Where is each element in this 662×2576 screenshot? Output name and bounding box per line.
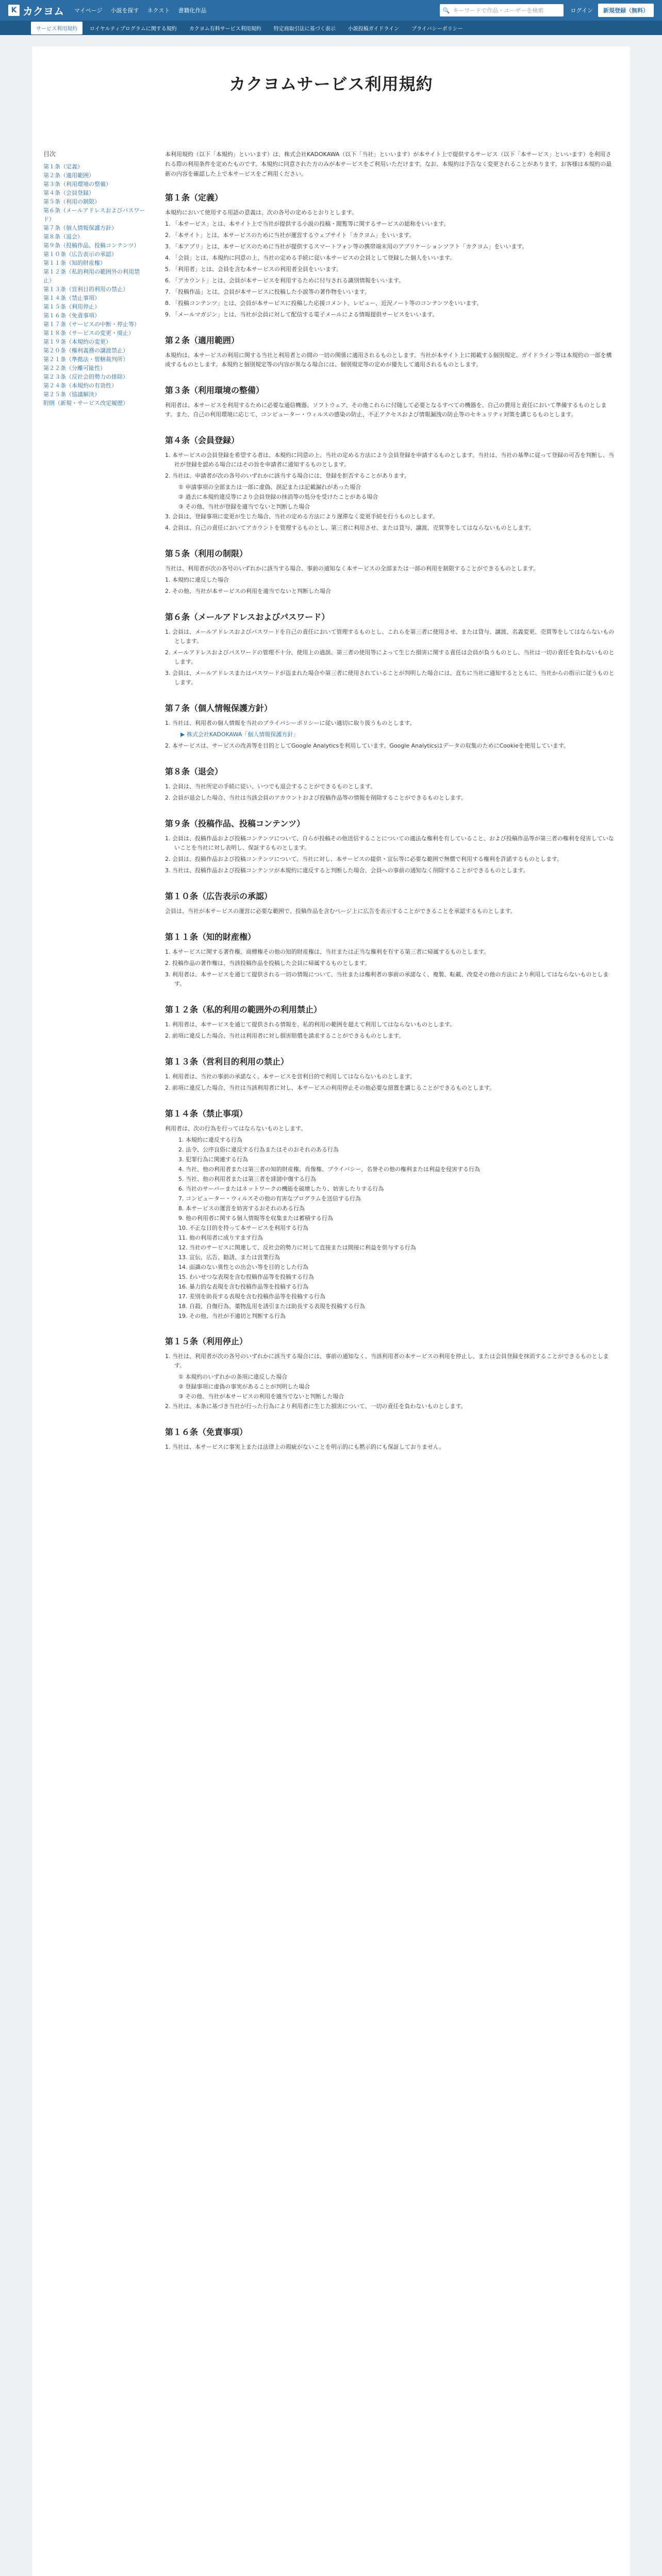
article-subitem: ② 過去に本規約違反等により会員登録の抹消等の処分を受けたことがある場合: [178, 494, 378, 500]
nav-link[interactable]: 小説を探す: [110, 7, 139, 14]
article-item: 3. 会員は、登録事項に変更が生じた場合、当社の定める方法により遅滞なく変更手続を行うものとします。: [165, 513, 439, 520]
article-title: 第８条（退会）: [165, 767, 223, 776]
header-actions: [571, 4, 654, 17]
article-section: [165, 890, 617, 916]
toc-item[interactable]: 第１４条（禁止事項）: [43, 295, 100, 301]
article-section: [165, 1055, 617, 1093]
article-subitem: 14. 面識のない異性との出会い等を目的とした行為: [178, 1264, 308, 1270]
article-section: [165, 817, 617, 875]
article-item: 2. 「本サイト」とは、本サービスのために当社が運営するウェブサイト「カクヨム」をいいます。: [165, 232, 415, 239]
article-item: 3. 「本アプリ」とは、本サービスのために当社が提供するスマートフォン等の携帯端末用のアプリケーションソフト「カクヨム」をいいます。: [165, 243, 528, 250]
main-content: [32, 46, 630, 2576]
article-subitem: 7. コンピューター・ウィルスその他の有害なプログラムを送信する行為: [178, 1195, 361, 1202]
article-item: 1. 当社は、利用者の個人情報を当社のプライバシーポリシーに従い適切に取り扱うものとします。: [165, 720, 416, 726]
article-item: 1. 当社は、利用者が次の各号のいずれかに該当する場合には、事前の通知なく、当該利用者の本サービスの利用を停止し、または会員登録を抹消することができるものとします。: [165, 1353, 609, 1369]
terms-body: [165, 149, 617, 1466]
article-section: [165, 191, 617, 319]
toc-item[interactable]: 第３条（利用環境の整備）: [43, 181, 111, 188]
article-subitem: 2. 法令、公序良俗に違反する行為またはそのおそれのある行為: [178, 1146, 339, 1153]
article-subitem: 15. わいせつな表現を含む投稿作品等を投稿する行為: [178, 1274, 314, 1280]
article-item: 3. 会員は、メールアドレスまたはパスワードが盗まれた場合や第三者に使用されていることが判明した場合には、直ちに当社に通知するとともに、当社からの指示に従うものとします。: [165, 670, 615, 686]
article-paragraph: 本規約において使用する用語の意義は、次の各号の定めるとおりとします。: [165, 209, 358, 216]
login-link[interactable]: ログイン: [570, 7, 593, 14]
toc-item[interactable]: 第１３条（営利目的利用の禁止）: [43, 286, 128, 293]
toc-item[interactable]: 第２３条（反社会的勢力の排除）: [43, 374, 128, 380]
toc-item[interactable]: 第１０条（広告表示の承認）: [43, 251, 117, 258]
policy-subnav: [0, 21, 662, 35]
toc-item[interactable]: 第２１条（準拠法・管轄裁判所）: [43, 356, 128, 363]
article-item: 1. 利用者は、本サービスを通じて提供される情報を、私的利用の範囲を超えて利用してはならないものとします。: [165, 1021, 456, 1028]
article-subitem: ① 本規約のいずれかの条項に違反した場合: [178, 1374, 288, 1380]
article-subitem: 19. その他、当社が不適切と判断する行為: [178, 1313, 286, 1319]
article-subitem: 3. 犯罪行為に関連する行為: [178, 1156, 248, 1163]
article-item: 8. 「投稿コンテンツ」とは、会員が本サービスに投稿した応援コメント、レビュー、近況ノート等のコンテンツをいいます。: [165, 300, 483, 307]
article-subitem: 18. 自殺、自傷行為、薬物乱用を誘引または助長する表現を投稿する行為: [178, 1303, 365, 1310]
article-subitem: 11. 他の利用者に成りすます行為: [178, 1234, 263, 1241]
subnav-tab[interactable]: ロイヤルティプログラムに関する規約: [90, 26, 177, 32]
article-item: 1. 本サービスに関する著作権、商標権その他の知的財産権は、当社または正当な権利を有する第三者に帰属するものとします。: [165, 948, 490, 955]
article-subitem: ③ その他、当社が本サービスの利用を適当でないと判断した場合: [178, 1393, 344, 1400]
article-section: [165, 384, 617, 419]
article-item: 1. 本規約に違反した場合: [165, 577, 229, 583]
article-section: [165, 1426, 617, 1452]
toc-item[interactable]: 第１９条（本規約の変更）: [43, 338, 111, 345]
article-title: 第１条（定義）: [165, 193, 223, 202]
article-item: 2. 本サービスは、サービスの改善等を目的としてGoogle Analyticsを利用しています。Google Analyticsはデータの収集のためにCookieを使用しています。: [165, 742, 570, 749]
article-section: [165, 434, 617, 533]
article-item: 3. 当社は、投稿作品および投稿コンテンツが本規約に違反すると判断した場合、会員への事前の通知なく削除することができるものとします。: [165, 867, 529, 874]
article-subitem: 13. 宣伝、広告、勧誘、または営業行為: [178, 1254, 280, 1261]
article-title: 第７条（個人情報保護方針）: [165, 703, 273, 713]
article-subitem: ① 申請事項の全部または一部に虚偽、誤記または記載漏れがあった場合: [178, 484, 361, 490]
article-title: 第３条（利用環境の整備）: [165, 385, 264, 395]
toc-item[interactable]: 第２５条（協議解決）: [43, 391, 100, 398]
article-title: 第１５条（利用停止）: [165, 1336, 248, 1346]
article-paragraph: 会員は、当社が本サービスの運営に必要な範囲で、投稿作品を含むページ上に広告を表示することができることを承認するものとします。: [165, 908, 516, 914]
toc-item[interactable]: 第１６条（免責事項）: [43, 312, 100, 319]
article-item: 2. 当社は、本条に基づき当社が行った行為により利用者に生じた損害について、一切の責任を負わないものとします。: [165, 1403, 467, 1410]
article-subitem: 9. 他の利用者に関する個人情報等を収集または蓄積する行為: [178, 1215, 333, 1222]
toc-list: [43, 162, 146, 408]
article-item: 1. 会員は、メールアドレスおよびパスワードを自己の責任において管理するものとし、これらを第三者に使用させ、または貸与、譲渡、名義変更、売買等をしてはならないものとします。: [165, 629, 615, 645]
article-item: 2. メールアドレスおよびパスワードの管理不十分、使用上の過誤、第三者の使用等によって生じた損害に関する責任は会員が負うものとし、当社は一切の責任を負わないものとします。: [165, 649, 615, 665]
article-item: 1. 利用者は、当社の事前の承諾なく、本サービスを営利目的で利用してはならないものとします。: [165, 1073, 416, 1080]
subnav-tab[interactable]: プライバシーポリシー: [411, 26, 463, 32]
toc-item[interactable]: 第１７条（サービスの中断・停止等）: [43, 321, 140, 328]
toc-item[interactable]: 第１５条（利用停止）: [43, 303, 100, 310]
toc-item[interactable]: 第８条（退会）: [43, 233, 83, 240]
article-subitem: 5. 当社、他の利用者または第三者を誹謗中傷する行為: [178, 1176, 316, 1182]
nav-link[interactable]: 書籍化作品: [178, 7, 207, 14]
nav-link[interactable]: マイページ: [74, 7, 103, 14]
article-title: 第１６条（免責事項）: [165, 1427, 248, 1437]
article-section: [165, 1335, 617, 1411]
article-paragraph: 利用者は、本サービスを利用するために必要な通信機器、ソフトウェア、その他これらに付随して必要となるすべての機器を、自己の費用と責任において準備するものとします。また、自己の利用環境に応じて、コンピューター・ウィルスの感染の防止、不正アクセスおよび情報漏洩の防止等のセキュリティ対策を講じるものとします。: [165, 402, 607, 418]
table-of-contents: [43, 149, 146, 408]
article-item: 1. 会員は、当社所定の手続に従い、いつでも退会することができるものとします。: [165, 783, 376, 790]
article-section: [165, 611, 617, 687]
article-title: 第１１条（知的財産権）: [165, 932, 256, 942]
article-item: 2. 前項に違反した場合、当社は当該利用者に対し、本サービスの利用停止その他必要な措置を講じることができるものとします。: [165, 1084, 495, 1091]
article-item: 7. 「投稿作品」とは、会員が本サービスに投稿した小説等の著作物をいいます。: [165, 289, 371, 295]
article-section: [165, 547, 617, 596]
article-item: 2. 前項に違反した場合、当社は利用者に対し損害賠償を請求することができるものとします。: [165, 1032, 405, 1039]
subnav-tab[interactable]: 小説投稿ガイドライン: [347, 26, 400, 32]
site-logo[interactable]: K カクヨム: [8, 3, 64, 18]
article-item: 2. その他、当社が本サービスの利用を適当でないと判断した場合: [165, 588, 331, 595]
toc-item[interactable]: 第１８条（サービスの変更・廃止）: [43, 330, 134, 336]
toc-item[interactable]: 第２０条（権利義務の譲渡禁止）: [43, 347, 128, 354]
article-subitem: ③ その他、当社が登録を適当でないと判断した場合: [178, 503, 310, 510]
article-item: 2. 投稿作品の著作権は、当該投稿作品を投稿した会員に帰属するものとします。: [165, 960, 371, 967]
article-subitem: ② 登録事項に虚偽の事実があることが判明した場合: [178, 1383, 310, 1390]
article-paragraph: 本規約は、本サービスの利用に関する当社と利用者との間の一切の関係に適用されるものとします。当社が本サイト上に掲載する個別規定、ガイドライン等は本規約の一部を構成するものとします。本規約と個別規定等の内容が異なる場合には、個別規定等の定めが優先して適用されるものとします。: [165, 352, 612, 368]
article-subitem: 4. 当社、他の利用者または第三者の知的財産権、肖像権、プライバシー、名誉その他の権利または利益を侵害する行為: [178, 1166, 480, 1173]
article-subitem: 1. 本規約に違反する行為: [178, 1137, 242, 1143]
toc-item[interactable]: 第５条（利用の制限）: [43, 198, 100, 205]
toc-item[interactable]: 第２２条（分離可能性）: [43, 365, 106, 371]
subnav-tab[interactable]: サービス利用規約: [31, 22, 82, 35]
article-subitem: 8. 本サービスの運営を妨害するおそれのある行為: [178, 1205, 305, 1212]
article-item: 1. 本サービスの会員登録を希望する者は、本規約に同意の上、当社の定める方法により会員登録を申請するものとします。当社は、当社の基準に従って登録の可否を判断し、当社が登録を認める場合にはその旨を申請者に通知するものとします。: [165, 452, 615, 468]
toc-item[interactable]: 附則（新規・サービス改定履歴）: [43, 400, 128, 406]
search-icon: 🔍: [442, 7, 450, 14]
article-title: 第２条（適用範囲）: [165, 335, 240, 345]
article-item: 6. 「アカウント」とは、会員が本サービスを利用するために付与される識別情報をいいます。: [165, 277, 404, 284]
logo-icon: K: [8, 5, 20, 16]
article-item: 3. 利用者は、本サービスを通じて提供される一切の情報について、当社または権利者の事前の承諾なく、複製、転載、改変その他の方法により利用してはならないものとします。: [165, 971, 609, 987]
article-title: 第１４条（禁止事項）: [165, 1109, 248, 1118]
toc-item[interactable]: 第２４条（本規約の有効性）: [43, 382, 117, 389]
toc-item[interactable]: 第１１条（知的財産権）: [43, 260, 106, 266]
article-item: 2. 会員が退会した場合、当社は当該会員のアカウントおよび投稿作品等の情報を削除することができるものとします。: [165, 794, 467, 801]
article-title: 第４条（会員登録）: [165, 435, 240, 445]
article-item: 5. 「利用者」とは、会員を含む本サービスの利用者全員をいいます。: [165, 266, 342, 273]
article-title: 第１３条（営利目的利用の禁止）: [165, 1057, 289, 1066]
policy-link[interactable]: ▶ 株式会社KADOKAWA「個人情報保護方針」: [180, 731, 299, 738]
article-subitem: 10. 不正な目的を持って本サービスを利用する行為: [178, 1225, 308, 1231]
signup-button[interactable]: 新規登録（無料）: [598, 4, 654, 17]
articles: [165, 191, 617, 1452]
article-item: 2. 当社は、申請者が次の各号のいずれかに該当する場合には、登録を拒否することがあります。: [165, 472, 410, 479]
article-item: 4. 会員は、自己の責任においてアカウントを管理するものとし、第三者に利用させ、または貸与、譲渡、売買等をしてはならないものとします。: [165, 524, 535, 531]
top-header: [0, 0, 662, 21]
toc-item[interactable]: 第６条（メールアドレスおよびパスワード）: [43, 207, 145, 223]
article-item: 4. 「会員」とは、本規約に同意の上、当社の定める手続に従い本サービスの会員として登録した個人をいいます。: [165, 255, 456, 261]
article-item: 2. 会員は、投稿作品および投稿コンテンツについて、当社に対し、本サービスの提供・宣伝等に必要な範囲で無償で利用する権利を許諾するものとします。: [165, 856, 563, 862]
article-section: [165, 765, 617, 803]
toc-item[interactable]: 第４条（会員登録）: [43, 190, 94, 196]
toc-item[interactable]: 第２条（適用範囲）: [43, 172, 94, 179]
subnav-tab[interactable]: カクヨム有料サービス利用規約: [189, 26, 261, 32]
nav-link[interactable]: ネクスト: [147, 7, 170, 14]
article-subitem: 12. 当社のサービスに関連して、反社会的勢力に対して直接または間接に利益を供与する行為: [178, 1244, 416, 1251]
article-item: 1. 会員は、投稿作品および投稿コンテンツについて、自らが投稿その他送信することについての適法な権利を有していること、および投稿作品等が第三者の権利を侵害していないことを当社に対し表明し、保証するものとします。: [165, 835, 614, 851]
article-item: 1. 「本サービス」とは、本サイト上で当社が提供する小説の投稿・閲覧等に関するサービスの総称をいいます。: [165, 221, 450, 227]
article-title: 第９条（投稿作品、投稿コンテンツ）: [165, 819, 305, 828]
toc-item[interactable]: 第９条（投稿作品、投稿コンテンツ）: [43, 242, 140, 249]
article-section: [165, 1107, 617, 1320]
page-title: カクヨムサービス利用規約: [229, 74, 433, 94]
intro-text: 本利用規約（以下「本規約」といいます）は、株式会社KADOKAWA（以下「当社」といいます）が本サイト上で提供するサービス（以下「本サービス」といいます）を利用される際の利用条件を定めたものです。本規約に同意された方のみが本サービスをご利用いただけます。なお、本規約は予告なく変更されることがあります。お客様は本規約の最新の内容を確認した上で本サービスをご利用ください。: [165, 151, 612, 177]
article-item: 1. 当社は、本サービスに事実上または法律上の瑕疵がないことを明示的にも黙示的にも保証しておりません。: [165, 1444, 445, 1450]
subnav-tab[interactable]: 特定商取引法に基づく表示: [273, 26, 336, 32]
article-subitem: 6. 当社のサーバーまたはネットワークの機能を破壊したり、妨害したりする行為: [178, 1185, 384, 1192]
article-section: [165, 702, 617, 751]
article-section: [165, 334, 617, 369]
article-paragraph: 当社は、利用者が次の各号のいずれかに該当する場合、事前の通知なく本サービスの全部または一部の利用を制限することができるものとします。: [165, 565, 539, 572]
article-title: 第１２条（私的利用の範囲外の利用禁止）: [165, 1005, 322, 1014]
article-title: 第１０条（広告表示の承認）: [165, 891, 273, 901]
search-input[interactable]: 🔍 キーワードで作品・ユーザーを検索: [440, 4, 564, 16]
toc-item[interactable]: 第１条（定義）: [43, 163, 83, 170]
toc-heading: 目次: [43, 150, 56, 158]
article-section: [165, 930, 617, 989]
article-title: 第５条（利用の制限）: [165, 549, 248, 558]
article-section: [165, 1003, 617, 1041]
article-subitem: 17. 差別を助長する表現を含む投稿作品等を投稿する行為: [178, 1293, 325, 1300]
toc-item[interactable]: 第１２条（私的利用の範囲外の利用禁止）: [43, 268, 140, 284]
toc-item[interactable]: 第７条（個人情報保護方針）: [43, 225, 117, 231]
article-paragraph: 利用者は、次の行為を行ってはならないものとします。: [165, 1125, 307, 1132]
article-title: 第６条（メールアドレスおよびパスワード）: [165, 612, 330, 622]
article-subitem: 16. 暴力的な表現を含む投稿作品等を投稿する行為: [178, 1283, 308, 1290]
main-nav: [74, 6, 206, 14]
article-item: 9. 「メールマガジン」とは、当社が会員に対して配信する電子メールによる情報提供サービスをいいます。: [165, 311, 438, 318]
